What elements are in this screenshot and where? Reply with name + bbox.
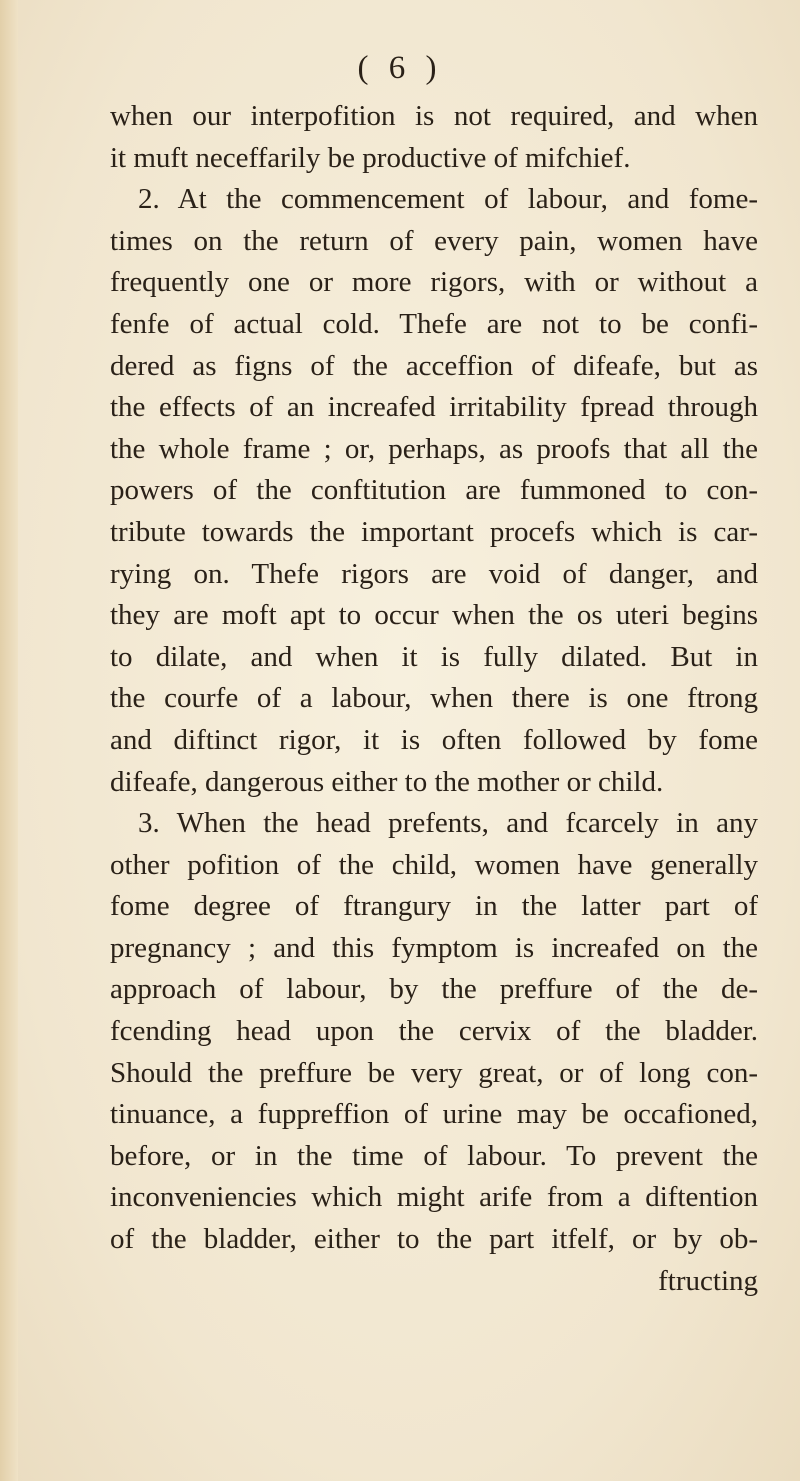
text-line: frequently one or more rigors, with or without a: [110, 266, 758, 299]
text-line: and diftinct rigor, it is often followed by fome: [110, 723, 758, 756]
text-line: of the bladder, either to the part itfelf, or by ob-: [110, 1223, 758, 1256]
text-line: rying on. Thefe rigors are void of danger, and: [110, 557, 758, 590]
text-line: tribute towards the important procefs which is car-: [110, 515, 758, 548]
text-line: to dilate, and when it is fully dilated. But in: [110, 640, 758, 673]
text-line: fenfe of actual cold. Thefe are not to be confi-: [110, 307, 758, 340]
text-line: 3. When the head prefents, and fcarcely in any: [138, 807, 758, 840]
text-line: when our interpofition is not required, and when: [110, 100, 758, 132]
text-line: they are moft apt to occur when the os uteri begins: [110, 599, 758, 632]
text-line: approach of labour, by the preffure of the de-: [110, 973, 758, 1006]
text-line: other pofition of the child, women have generally: [110, 848, 758, 881]
catchword: ftructing: [658, 1264, 758, 1297]
text-line: the whole frame ; or, perhaps, as proofs that all the: [110, 432, 758, 465]
text-line: difeafe, dangerous either to the mother or child.: [110, 765, 664, 798]
page-number: ( 6 ): [357, 50, 443, 86]
text-line: dered as figns of the acceffion of difeafe, but as: [110, 349, 758, 382]
text-line: Should the preffure be very great, or of long con-: [110, 1056, 758, 1089]
text-line: the effects of an increafed irritability fpread through: [110, 391, 758, 424]
text-line: 2. At the commencement of labour, and fome-: [138, 183, 758, 216]
body-text: [110, 96, 758, 1302]
text-line: it muft neceffarily be productive of mifchief.: [110, 141, 631, 174]
text-line: fome degree of ftrangury in the latter part of: [110, 890, 758, 923]
text-line: before, or in the time of labour. To prevent the: [110, 1139, 758, 1172]
text-line: the courfe of a labour, when there is one ftrong: [110, 682, 758, 715]
text-line: powers of the conftitution are fummoned to con-: [110, 474, 758, 507]
text-line: fcending head upon the cervix of the bladder.: [110, 1015, 758, 1048]
page-binding-edge: [0, 0, 18, 1481]
text-line: tinuance, a fuppreffion of urine may be occafioned,: [110, 1098, 758, 1131]
text-line: times on the return of every pain, women have: [110, 224, 758, 257]
text-line: inconveniencies which might arife from a diftention: [110, 1181, 758, 1214]
text-line: pregnancy ; and this fymptom is increafed on the: [110, 931, 758, 964]
